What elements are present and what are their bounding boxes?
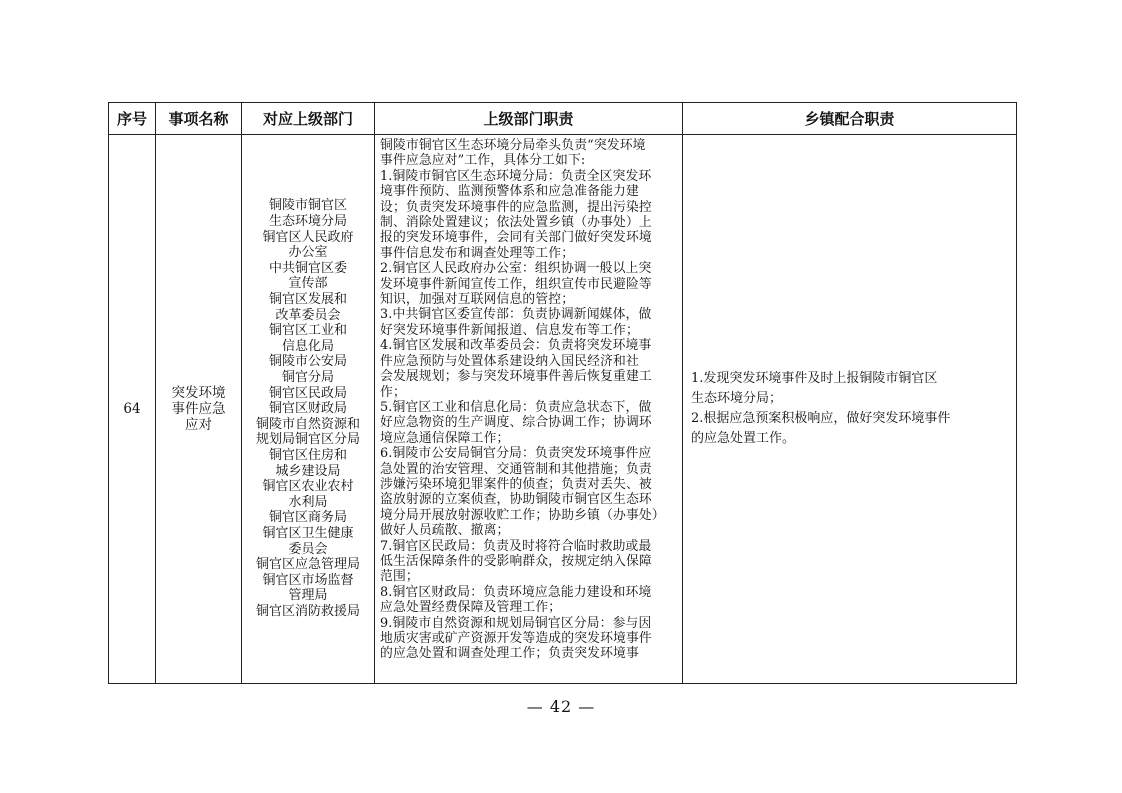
text-line: 5.铜官区工业和信息化局：负责应急状态下，做 bbox=[380, 399, 652, 415]
table-row bbox=[109, 135, 1017, 684]
text-line: 铜官区应急管理局 bbox=[255, 557, 360, 573]
text-line: 铜陵市铜官区生态环境分局牵头负责“突发环境 bbox=[380, 138, 646, 153]
text-line: 铜官区农业农村 bbox=[262, 479, 354, 495]
text-line: 改革委员会 bbox=[275, 307, 341, 323]
header-row bbox=[109, 103, 1017, 135]
row-number: 64 bbox=[109, 135, 156, 684]
text-line: 涉嫌污染环境犯罪案件的侦查；负责对丢失、被 bbox=[380, 476, 652, 492]
text-line: 会发展规划；参与突发环境事件善后恢复重建工 bbox=[380, 369, 652, 385]
header-dept: 对应上级部门 bbox=[242, 103, 375, 135]
text-line: 突发环境 bbox=[171, 385, 226, 401]
duty-text bbox=[380, 138, 678, 679]
header-duty: 上级部门职责 bbox=[375, 103, 683, 135]
text-line: 规划局铜官区分局 bbox=[255, 432, 360, 448]
text-line: 办公室 bbox=[288, 245, 328, 261]
text-line: 铜陵市公安局 bbox=[268, 354, 347, 370]
text-line: 的应急处置和调查处理工作；负责突发环境事 bbox=[380, 646, 639, 662]
text-line: 事件应急应对”工作，具体分工如下: bbox=[380, 153, 586, 169]
text-line: 铜陵市自然资源和 bbox=[255, 416, 360, 432]
text-line: 好应急物资的生产调度、综合协调工作；协调环 bbox=[380, 415, 652, 431]
duty-cell bbox=[375, 135, 683, 684]
text-line: 城乡建设局 bbox=[275, 463, 341, 479]
text-line: 报的突发环境事件，会同有关部门做好突发环境 bbox=[380, 230, 652, 246]
text-line: 委员会 bbox=[288, 541, 328, 557]
text-line: 境事件预防、监测预警体系和应急准备能力建 bbox=[380, 184, 639, 200]
text-line: 1.铜陵市铜官区生态环境分局：负责全区突发环 bbox=[380, 168, 652, 184]
text-line: 范围； bbox=[380, 569, 419, 585]
text-line: 铜官区工业和 bbox=[268, 323, 347, 339]
text-line: 铜官区市场监督 bbox=[262, 572, 354, 588]
text-line: 铜官分局 bbox=[281, 370, 334, 386]
text-line: 制、消除处置建议；依法处置乡镇（办事处）上 bbox=[380, 215, 652, 231]
text-line: 3.中共铜官区委宣传部：负责协调新闻媒体，做 bbox=[380, 307, 652, 323]
text-line: 生态环境分局； bbox=[691, 391, 783, 406]
text-line: 2.铜官区人民政府办公室：组织协调一般以上突 bbox=[380, 261, 652, 277]
text-line: 盗放射源的立案侦查，协助铜陵市铜官区生态环 bbox=[380, 492, 652, 508]
text-line: 铜官区发展和 bbox=[268, 292, 347, 308]
text-line: 境分局开展放射源收贮工作；协助乡镇（办事处） bbox=[380, 507, 665, 523]
text-line: 水利局 bbox=[288, 494, 328, 510]
text-line: 信息化局 bbox=[281, 338, 334, 354]
page-number: — 42 — bbox=[526, 697, 596, 716]
header-no: 序号 bbox=[109, 103, 156, 135]
text-line: 地质灾害或矿产资源开发等造成的突发环境事件 bbox=[380, 631, 652, 646]
text-line: 应急处置经费保障及管理工作； bbox=[380, 600, 562, 616]
text-line: 做好人员疏散、撤离； bbox=[380, 523, 510, 539]
town-duty-cell bbox=[683, 135, 1017, 684]
text-line: 境应急通信保障工作； bbox=[380, 430, 510, 446]
text-line: 铜官区商务局 bbox=[268, 510, 347, 526]
text-line: 生态环境分局 bbox=[268, 214, 347, 230]
text-line: 好突发环境事件新闻报道、信息发布等工作； bbox=[380, 322, 639, 338]
item-name-cell bbox=[156, 135, 242, 684]
text-line: 作； bbox=[380, 384, 406, 400]
text-line: 应对 bbox=[185, 417, 212, 433]
text-line: 件应急预防与处置体系建设纳入国民经济和社 bbox=[380, 353, 639, 369]
text-line: 低生活保障条件的受影响群众，按规定纳入保障 bbox=[380, 553, 652, 569]
text-line: 铜陵市铜官区 bbox=[268, 198, 347, 214]
text-line: 的应急处置工作。 bbox=[691, 431, 796, 446]
text-line: 事件应急 bbox=[171, 401, 226, 417]
header-town: 乡镇配合职责 bbox=[683, 103, 1017, 135]
text-line: 铜官区财政局 bbox=[268, 401, 347, 417]
text-line: 事件信息发布和调查处理等工作； bbox=[380, 245, 575, 261]
text-line: 铜官区卫生健康 bbox=[262, 525, 354, 541]
text-line: 铜官区民政局 bbox=[268, 385, 347, 401]
text-line: 6.铜陵市公安局铜官分局：负责突发环境事件应 bbox=[380, 446, 652, 462]
text-line: 8.铜官区财政局：负责环境应急能力建设和环境 bbox=[380, 584, 652, 600]
text-line: 设；负责突发环境事件的应急监测，提出污染控 bbox=[380, 199, 652, 215]
text-line: 发环境事件新闻宣传工作，组织宣传市民避险等 bbox=[380, 276, 652, 292]
text-line: 宣传部 bbox=[288, 276, 328, 292]
responsibility-table bbox=[108, 102, 1017, 684]
dept-cell bbox=[242, 135, 375, 684]
text-line: 中共铜官区委 bbox=[268, 260, 347, 276]
text-line: 铜官区住房和 bbox=[268, 447, 347, 463]
text-line: 铜官区人民政府 bbox=[262, 229, 354, 245]
text-line: 9.铜陵市自然资源和规划局铜官区分局：参与因 bbox=[380, 615, 652, 631]
header-item: 事项名称 bbox=[156, 103, 242, 135]
text-line: 急处置的治安管理、交通管制和其他措施；负责 bbox=[380, 461, 652, 477]
text-line: 1.发现突发环境事件及时上报铜陵市铜官区 bbox=[691, 371, 938, 386]
text-line: 4.铜官区发展和改革委员会：负责将突发环境事 bbox=[380, 338, 652, 354]
text-line: 铜官区消防救援局 bbox=[255, 603, 360, 619]
text-line: 2.根据应急预案积极响应，做好突发环境事件 bbox=[691, 411, 951, 426]
text-line: 管理局 bbox=[288, 588, 328, 604]
text-line: 知识，加强对互联网信息的管控； bbox=[380, 292, 575, 308]
text-line: 7.铜官区民政局：负责及时将符合临时救助或最 bbox=[380, 538, 652, 554]
